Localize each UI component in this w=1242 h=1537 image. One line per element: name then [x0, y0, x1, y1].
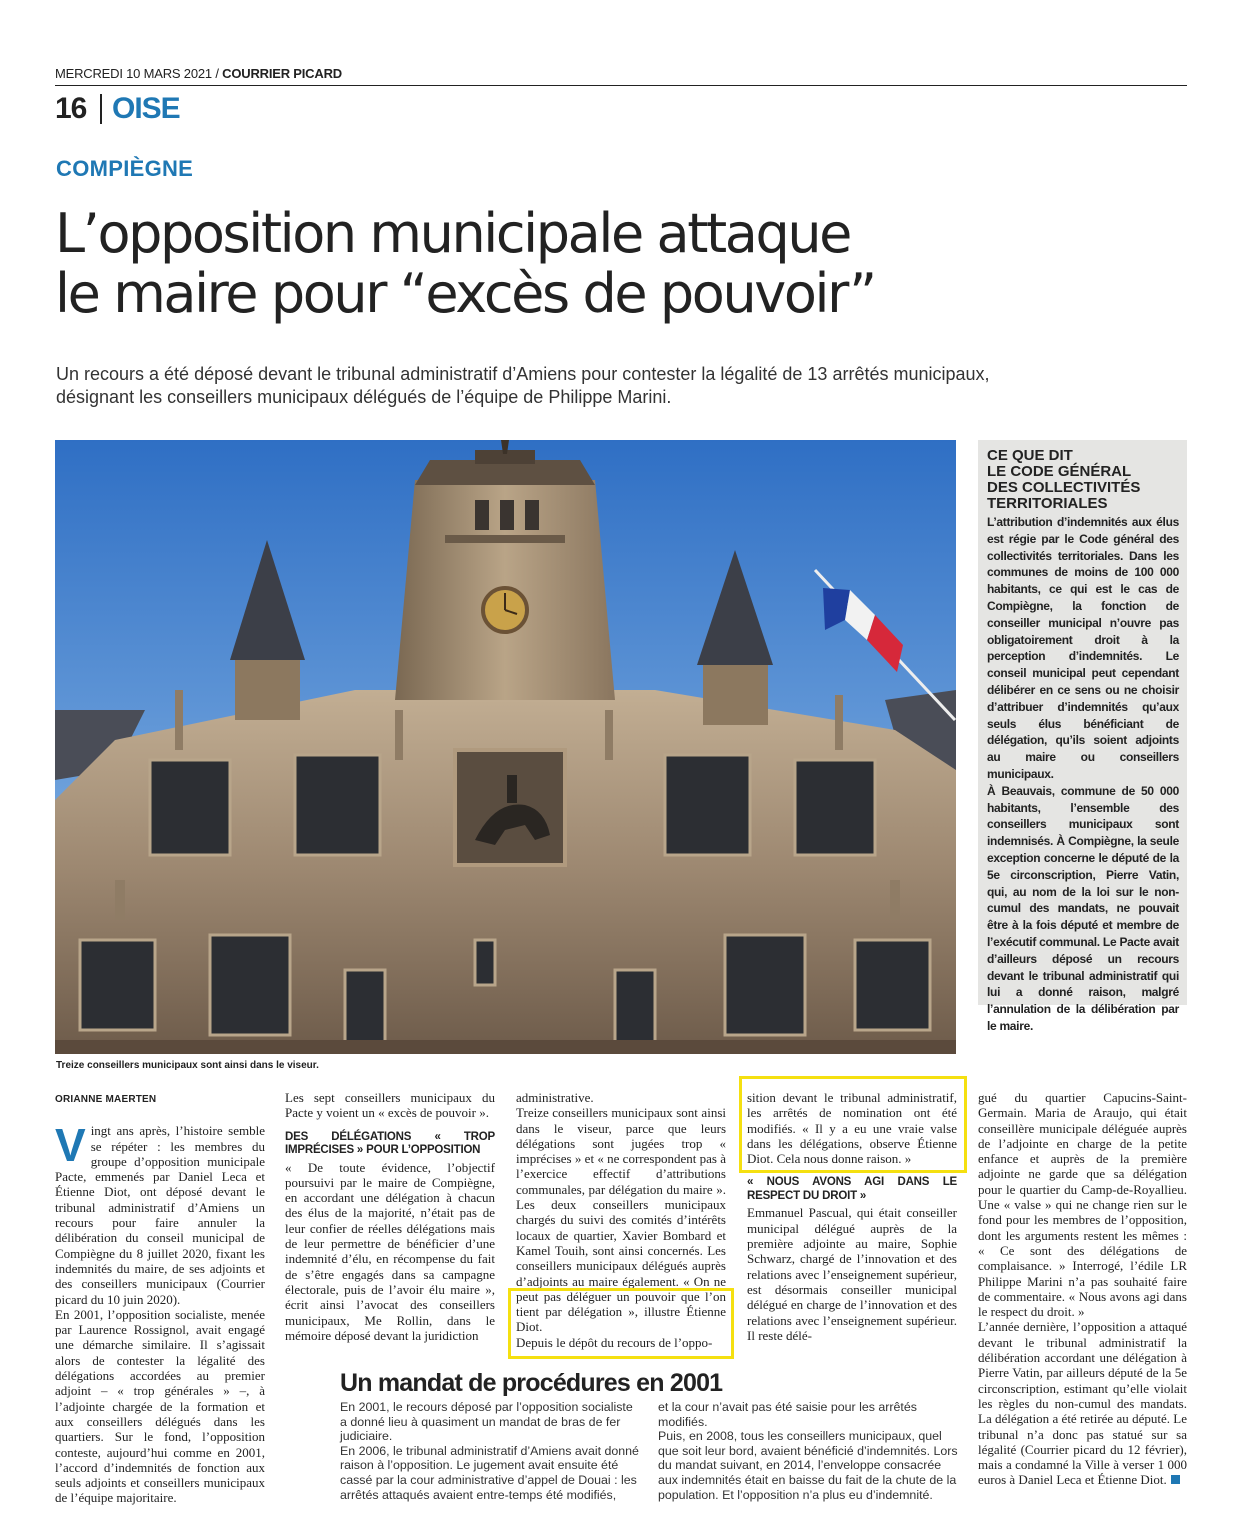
headline-line-2: le maire pour “excès de pouvoir” — [55, 262, 875, 325]
end-of-article-icon — [1171, 1475, 1180, 1484]
article-column-5 — [978, 1090, 1187, 1488]
inset-paragraph: En 2001, le recours déposé par l’opposition socialiste a donné lieu à quasiment un mandat de bras de fer judiciaire. — [340, 1400, 633, 1444]
article-paragraph: Treize conseillers municipaux sont ainsi dans le viseur, parce que leurs délégations sont jugées trop « imprécises » et « ne correspondent pas à l’exercice effectif d’attributions communales, par délégation du maire ». Les deux conseillers municipaux chargés du suivi des comités d’intérêts locaux de quartier, Xavier Bombard et Kamel Touih, sont ainsi concernés. Les conseillers municipaux délégués auprès d’adjoints au maire également. « On ne peut pas déléguer un pouvoir que l’on tient par délégation », illustre Étienne Diot. — [516, 1105, 726, 1335]
sidebar-paragraph: À Beauvais, commune de 50 000 habitants, l’ensemble des conseillers municipaux sont indemnisés. À Compiègne, la seule exception concerne le député de la 5e circonscription, Pierre Vatin, qui, au nom de la loi sur le non-cumul des mandats, ne pouvait être à la fois député et membre de l’exécutif communal. Le Pacte avait d’ailleurs déposé un recours devant le tribunal administratif qui lui a donné raison, malgré l’annulation de la délibération par le maire. — [987, 783, 1179, 1033]
town-hall-photo — [55, 440, 956, 1054]
quote-highlight-box — [508, 1288, 734, 1359]
article-paragraph: Emmanuel Pascual, qui était conseiller municipal délégué auprès de la première adjointe au maire, Sophie Schwarz, chargé de l’innovation et des relations avec l’enseignement supérieur, est désormais conseiller municipal délégué en charge de l’innovation et des relations avec l’enseignement supérieur. Il reste délé- — [747, 1205, 957, 1343]
issue-dateline — [55, 66, 342, 81]
article-paragraph: gué du quartier Capucins-Saint-Germain. Maria de Araujo, qui était conseillère municipale déléguée auprès de l’adjointe en charge de la petite enfance et auprès de la première adjointe ne garde que sa délégation pour le quartier du Camp-de-Royallieu. Une « valse » qui ne change rien sur le fond pour les membres de l’opposition, dont les arguments restent les mêmes : « Ce sont des délégations de complaisance. » Interrogé, l’édile LR Philippe Marini n’a pas souhaité faire de commentaire. « Nous avons agi dans le respect du droit. » — [978, 1090, 1187, 1320]
photo-caption: Treize conseillers municipaux sont ainsi dans le viseur. — [56, 1060, 319, 1071]
inset-column-1 — [340, 1400, 640, 1502]
inset-column-2 — [658, 1400, 958, 1502]
article-paragraph-text: L’année dernière, l’opposition a attaqué devant le tribunal administratif la délibération accordant une délégation à Pierre Vatin, par ailleurs député de la 5e circonscription, estimant qu’elle violait les règles du non-cumul des mandats. La délégation a été retirée au député. Le tribunal n’a donc pas statué sur sa légalité (Courrier picard du 12 février), mais a condamné la Ville à verser 1 000 euros à Daniel Leca et Étienne Diot. — [978, 1319, 1187, 1488]
article-paragraph: sition devant le tribunal administratif, les arrêtés de nomination ont été modifiés. « Il y a eu une vraie valse dans les délégations, observe Étienne Diot. Cela nous donne raison. » — [747, 1090, 957, 1167]
page-number: 16 — [55, 92, 87, 125]
quote-highlight-box — [739, 1076, 967, 1173]
subheading-delegations: DES DÉLÉGATIONS « TROP IMPRÉCISES » POUR L’OPPOSITION — [285, 1130, 495, 1157]
article-paragraph: administrative. — [516, 1090, 594, 1105]
byline: ORIANNE MAERTEN — [55, 1094, 157, 1105]
article-chapeau: Un recours a été déposé devant le tribunal administratif d’Amiens pour contester la légalité de 13 arrêtés municipaux, désignant les conseillers municipaux délégués de l’équipe de Philippe Marini. — [56, 364, 990, 407]
article-column-2 — [285, 1090, 495, 1343]
subheading-respect-droit: « NOUS AVONS AGI DANS LE RESPECT DU DROIT » — [747, 1176, 957, 1202]
article-paragraph — [978, 1319, 1187, 1487]
article-kicker: COMPIÈGNE — [56, 156, 194, 181]
inset-paragraph: Puis, en 2008, tous les conseillers municipaux, quel que soit leur bord, avaient bénéficié d’indemnités. Lors du mandat suivant, en 2014, l’enveloppe consacrée aux indemnités était en baisse du fait de la chute de la population. Et l’opposition n’a plus eu d’indemnité. — [658, 1429, 958, 1502]
section-name: OISE — [112, 92, 180, 125]
sidebar-paragraph: L’attribution d’indemnités aux élus est régie par le Code général des collectivités territoriales. Dans les communes de moins de 100 000 habitants, ce qui est le cas de Compiègne, la fonction de conseiller municipal n’ouvre pas obligatoirement droit à la perception d’indemnités. Le conseil municipal peut cependant délibérer en ce sens ou ne choisir d’attribuer d’indemnités qu’aux seuls élus bénéficiant de délégation, qu’ils soient adjoints au maire ou conseillers municipaux. — [987, 515, 1179, 781]
article-paragraph: En 2001, l’opposition socialiste, menée par Laurence Rossignol, avait engagé une démarche similaire. Il s’agissait alors de contester la légalité des délégations accordées au premier adjoint – « trop générales » –, à l’adjointe chargée de la formation et aux conseillers délégués dans les quartiers. Sur le fond, l’opposition conteste, aujourd’hui comme en 2001, l’accord d’indemnités de fonction aux seuls adjoints et conseillers municipaux de l’équipe majoritaire. — [55, 1306, 265, 1506]
article-paragraph: Les sept conseillers municipaux du Pacte y voient un « excès de pouvoir ». — [285, 1090, 495, 1121]
code-general-sidebar — [978, 440, 1187, 1033]
article-headline — [55, 204, 1055, 324]
article-paragraph: « De toute évidence, l’objectif poursuivi par le maire de Compiègne, en accordant une délégation à chacun des élus de la majorité, n’était pas de leur confier de réelles délégations mais de leur permettre de bénéficier d’une indemnité d’élu, en récompense du fait de s’être engagés dans sa campagne électorale, puis de l’avoir élu maire », écrit ainsi l’avocat des conseillers municipaux, Me Rollin, dans le mémoire déposé devant la juridiction — [285, 1159, 495, 1343]
inset-paragraph: En 2006, le tribunal administratif d’Amiens avait donné raison à l’opposition. Le jugement avait ensuite été cassé par la cour administrative d’appel de Douai : les arrêtés attaqués avaient entre-temps été modifiés, — [340, 1443, 639, 1502]
article-column-1 — [55, 1092, 265, 1506]
newspaper-name: COURRIER PICARD — [222, 66, 342, 81]
page-separator — [100, 94, 102, 124]
article-paragraph: ingt ans après, l’histoire semble se répéter : les membres du groupe d’opposition municipale Pacte, emmenés par Daniel Leca et Étienne Diot, ont déposé devant le tribunal administratif d’Amiens un recours pour faire annuler la délibération du conseil municipal de Compiègne du 8 juillet 2020, fixant les indemnités du maire, de ses adjoints et des conseillers municipaux (Courrier picard du 10 juin 2020). — [55, 1123, 265, 1307]
issue-date: MERCREDI 10 MARS 2021 / — [55, 66, 219, 81]
header-rule — [55, 85, 1187, 86]
headline-line-1: L’opposition municipale attaque — [55, 202, 850, 265]
drop-cap: V — [55, 1119, 86, 1172]
sidebar-title: CE QUE DIT LE CODE GÉNÉRAL DES COLLECTIVITÉS TERRITORIALES — [987, 447, 1141, 512]
inset-title: Un mandat de procédures en 2001 — [340, 1369, 723, 1397]
inset-paragraph: et la cour n’avait pas été saisie pour les arrêtés modifiés. — [658, 1400, 917, 1429]
article-paragraph: Depuis le dépôt du recours de l’oppo- — [516, 1334, 713, 1350]
